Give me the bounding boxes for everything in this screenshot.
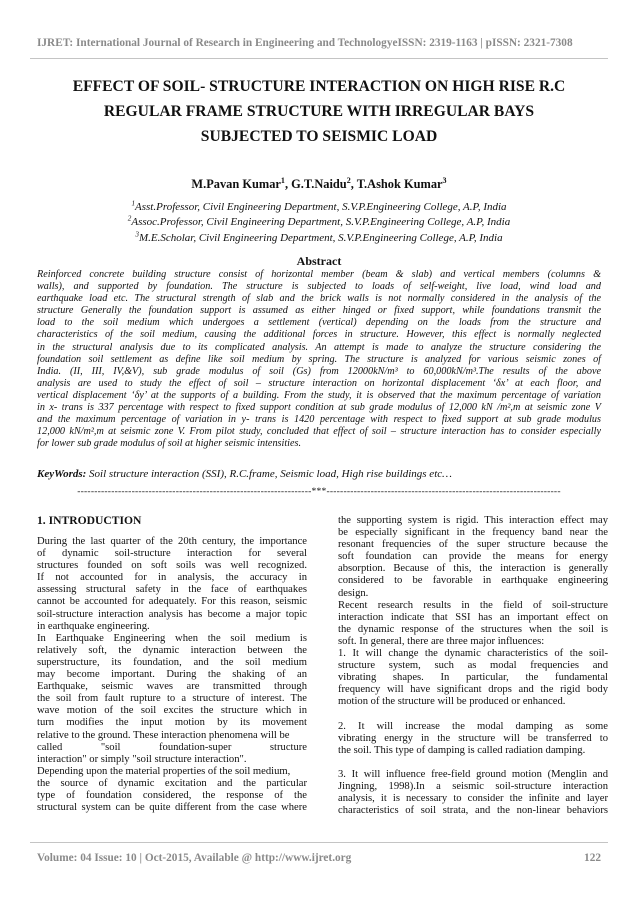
- author-sup: 2: [346, 175, 351, 185]
- text-line: frequency will have significant drops and the rigid body: [338, 684, 608, 696]
- text-line: absorption. Because of this, the interaction is generally: [338, 563, 608, 575]
- text-line: vibrating shapes. In particular, the fundamental: [338, 672, 608, 684]
- paper-title: [30, 74, 608, 149]
- text-line: design.: [338, 587, 369, 599]
- section-divider: ---------------------------------------------------------------------***---------------------------------------------------------------------: [77, 486, 561, 497]
- section-heading: 1. INTRODUCTION: [37, 514, 142, 527]
- text-line: Recent research results in the field of soil-structure: [338, 599, 608, 611]
- right-column: [338, 515, 608, 817]
- text-line: the soil. This type of damping is called radiation damping.: [338, 744, 586, 756]
- text-line: the supporting system is rigid. This interaction effect may: [338, 515, 608, 526]
- author-sup: 1: [280, 175, 285, 185]
- text-line: in earthquake engineering.: [37, 620, 150, 632]
- text-line: relatively soft, the dynamic interaction between the: [37, 644, 307, 656]
- abstract-body: [37, 269, 601, 450]
- text-line: the dynamic response of the structures when the soil is: [338, 623, 608, 635]
- author-name: M.Pavan Kumar: [191, 177, 281, 191]
- text-line: motion of the structure will be produced or enhanced.: [338, 696, 566, 708]
- header-rule: [30, 58, 608, 59]
- text-line: assessing structural safety in the face of earthquakes: [37, 584, 307, 596]
- affiliation-line: $^3$M.E.Scholar, Civil Engineering Department, S.V.P.Engineering College, A.P, India: [135, 229, 503, 244]
- affiliations: [30, 200, 608, 246]
- author-name: T.Ashok Kumar: [356, 177, 443, 191]
- text-line: structural system can be quite different from the case where: [37, 802, 307, 814]
- text-line: 2. It will increase the modal damping as some: [338, 720, 608, 732]
- keywords: [37, 468, 601, 480]
- text-line: for lower sub grade modulus of soil at higher seismic intensities.: [37, 438, 302, 450]
- text-line: of dynamic soil-structure interaction for several: [37, 548, 307, 560]
- text-line: If not accounted for in analysis, the accuracy in: [37, 572, 307, 584]
- text-line: relative to the ground. These interaction phenomena will be: [37, 729, 290, 741]
- text-line: 1. It will change the dynamic characteristics of the soil-: [338, 648, 608, 660]
- text-line: analysis, it is necessary to consider the infinite and layer: [338, 793, 608, 805]
- keywords-label: KeyWords:: [37, 468, 87, 480]
- text-line: Earthquake, seismic waves are transmitted through: [37, 681, 307, 693]
- text-line: cannot be accounted for adequately. For this reason, seismic: [37, 596, 307, 608]
- text-line: may become important. During the shaking of an: [37, 669, 307, 681]
- text-line: Reinforced concrete building structure consist of horizontal member (beam & slab) and vertical members (columns &: [37, 269, 601, 280]
- text-line: and the maximum percentage of variation in y- trans is 1420 percentage with respect to fixed support at sub grade modulus: [37, 414, 601, 426]
- abstract-heading: Abstract: [296, 254, 342, 268]
- text-line: be especially significant in the frequency band near the: [338, 527, 608, 539]
- text-line: Depending upon the material properties of the soil medium,: [37, 765, 291, 777]
- text-line: characteristics of soil strata, and the non-linear behaviors: [338, 805, 608, 817]
- text-line: soil-structure interaction analysis has become a major topic: [37, 608, 307, 620]
- text-line: analysis are used to study the effect of soil – structure interaction on horizontal displacement ‘δx’ at each floor, and: [37, 377, 601, 389]
- page-footer: [37, 852, 601, 864]
- text-line: interaction indicate that SSI has an important effect on: [338, 611, 608, 623]
- text-line: vertical displacement ‘δy’ at the supports of a building. From the study, it is observed that the maximum percentage of variation: [37, 389, 601, 401]
- title-line: REGULAR FRAME STRUCTURE WITH IRREGULAR BAYS: [103, 103, 535, 120]
- text-line: type of foundation considered, the response of the: [37, 789, 307, 801]
- text-line: earthquake load etc. The structural strength of slab and the brick walls is not normally considered in the analysis of the: [37, 293, 601, 305]
- text-line: the soil from fault rupture to a structure of interest. The: [37, 693, 307, 705]
- footer-volume: Volume: 04 Issue: 10 | Oct-2015, Available @ http://www.ijret.org: [37, 852, 352, 864]
- text-line: structure system, such as modal frequencies and: [338, 660, 608, 672]
- text-line: structure Generally the foundation support is assumed as either hinged or fixed support, while foundations transmit the: [37, 305, 601, 317]
- footer-rule: [30, 842, 608, 843]
- affiliation-line: $^2$Assoc.Professor, Civil Engineering Department, S.V.P.Engineering College, A.P, India: [127, 214, 511, 229]
- text-line: walls), and supported by foundation. The structure is subjected to loads of self-weight, live load, wind load and: [37, 281, 601, 293]
- text-line: turn modifies the input motion by its movement: [37, 717, 307, 729]
- keywords-text: Soil structure interaction (SSI), R.C.frame, Seismic load, High rise buildings etc…: [86, 468, 452, 480]
- left-column: [37, 514, 307, 814]
- text-line: superstructure, its foundation, and the soil medium: [37, 656, 307, 668]
- text-line: soft foundation can provide the means for energy: [338, 551, 608, 563]
- text-line: Jingning, 1998).In a seismic soil-structure interaction: [338, 781, 608, 793]
- page-number: 122: [584, 852, 601, 864]
- text-line: foundation soil settlement as define like soil medium by spring. The structure is analyzed for various seismic zones of: [37, 353, 601, 365]
- author-name: G.T.Naidu: [291, 177, 347, 191]
- paragraph-gap: [338, 709, 608, 721]
- author-sup: 3: [442, 175, 447, 185]
- text-line: in x- trans is 337 percentage with respect to fixed support condition at sub grade modulus of 12,000 kN /m²,m at seismic zone V: [37, 402, 601, 414]
- text-line: wave motion of the soil excites the structure which in: [37, 705, 307, 717]
- text-line: 12,000 kN/m²,m at seismic zone V. From pilot study, concluded that effect of soil – structure interaction has to consider especially: [37, 426, 601, 438]
- text-line: 3. It will influence free-field ground motion (Menglin and: [338, 768, 608, 780]
- text-line: soft. In general, there are three major influences:: [338, 635, 545, 647]
- paragraph-gap: [338, 757, 608, 769]
- text-line: vibrating energy in the structure will be transferred to: [338, 732, 608, 744]
- text-line: load to the soil medium which undergoes a settlement (vertical) depending on the loads from the structure and: [37, 317, 601, 329]
- text-line: considered to be favorable in earthquake engineering: [338, 575, 608, 587]
- text-line: interaction" or simply "soil structure interaction".: [37, 753, 247, 765]
- title-line: SUBJECTED TO SEISMIC LOAD: [200, 128, 438, 145]
- text-line: resonant frequencies of the super structure because the: [338, 539, 608, 551]
- author-list: M.Pavan Kumar$^1$, G.T.Naidu$^2$, T.Ashok Kumar$^3$: [191, 175, 447, 191]
- text-line: India. (II, III, IV,&V), sub grade modulus of soil (Gs) from 12000kN/m³ to 60,000kN/m³.The results of the above: [37, 365, 601, 377]
- text-line: In Earthquake Engineering when the soil medium is: [37, 632, 307, 644]
- journal-header: IJRET: International Journal of Research in Engineering and TechnologyeISSN: 2319-1163 | pISSN: 2321-7308: [37, 37, 573, 49]
- text-line: characteristics of the soil medium, causing the additional forces in structure. However, this effect is normally neglected: [37, 329, 601, 341]
- text-line: During the last quarter of the 20th century, the importance: [37, 536, 307, 547]
- title-line: EFFECT OF SOIL- STRUCTURE INTERACTION ON HIGH RISE R.C: [72, 78, 566, 95]
- text-line: called "soil foundation-super structure: [37, 741, 307, 753]
- text-line: in the structural analysis due to its complicated analysis. An attempt is made to analyze the structure considering the: [37, 341, 601, 353]
- affiliation-line: $^1$Asst.Professor, Civil Engineering Department, S.V.P.Engineering College, A.P, India: [131, 199, 507, 213]
- text-line: structures founded on soft soils was well recognized.: [37, 560, 307, 572]
- text-line: the source of dynamic excitation and the particular: [37, 777, 307, 789]
